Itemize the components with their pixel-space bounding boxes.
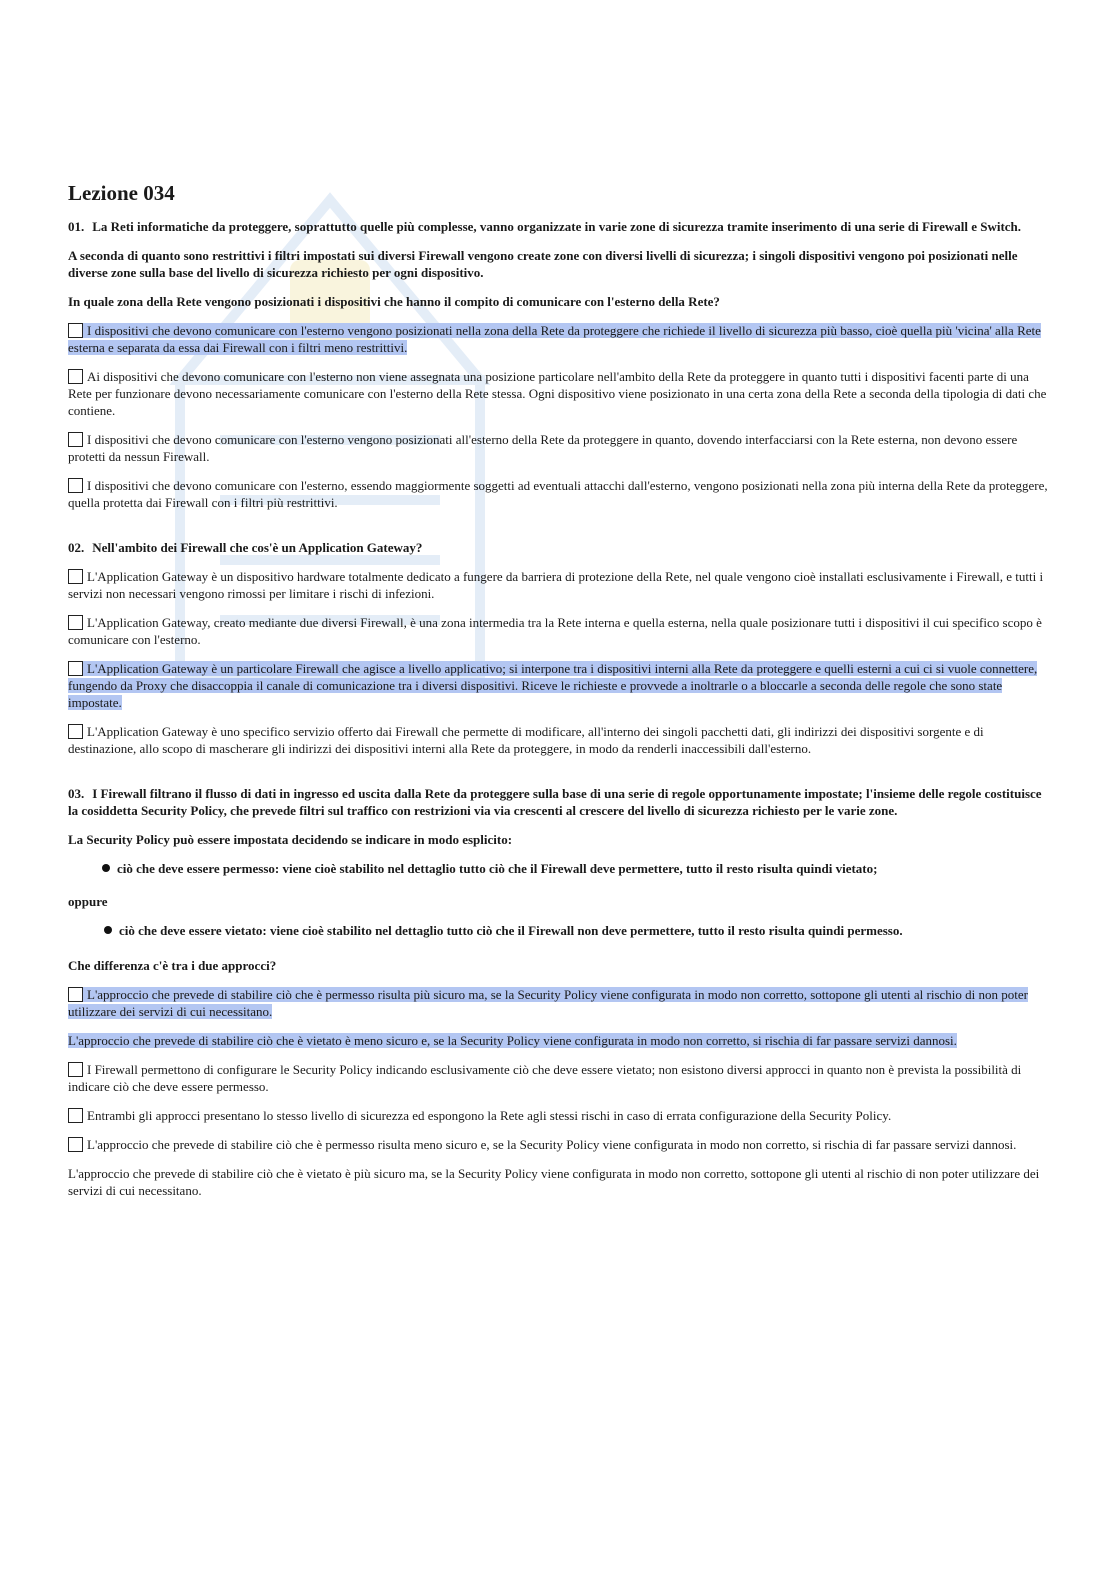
question-03-context: La Security Policy può essere impostata decidendo se indicare in modo esplicito: <box>68 832 513 847</box>
answer-option <box>68 431 1050 465</box>
checkbox-icon[interactable] <box>68 1137 83 1152</box>
checkbox-icon[interactable] <box>68 987 83 1002</box>
question-number: 01. <box>68 219 85 234</box>
checkbox-icon[interactable] <box>68 615 83 630</box>
question-03-prompt: Che differenza c'è tra i due approcci? <box>68 958 277 973</box>
checkbox-icon[interactable] <box>68 1062 83 1077</box>
answer-text: L'Application Gateway è un dispositivo hardware totalmente dedicato a fungere da barriera di protezione della Rete, nel quale vengono cioè installati esclusivamente i Firewall, e tutti i servizi non necessari vengono rimossi per limitare i rischi di infezioni. <box>68 569 1044 601</box>
highlighted-answer <box>68 323 1041 355</box>
answer-text: L'Application Gateway è uno specifico servizio offerto dai Firewall che permette di modificare, all'interno dei singoli pacchetti dati, gli indirizzi dei dispositivi sorgente e di destinazione, allo scopo di mascherare gli indirizzi dei dispositivi interni alla Rete da proteggere, in modo da renderli inaccessibili dall'esterno. <box>68 724 984 756</box>
answer-option <box>68 568 1050 602</box>
highlighted-answer <box>68 661 1037 710</box>
checkbox-icon[interactable] <box>68 432 83 447</box>
question-text: I Firewall filtrano il flusso di dati in ingresso ed uscita dalla Rete da proteggere sulla base di una serie di regole opportunamente impostate; l'insieme delle regole costituisce la cosiddetta Security Policy, che prevede filtri sul traffico con restrizioni via via crescenti al crescere del livello di sicurezza richiesto per le varie zone. <box>68 786 1042 818</box>
answer-option-continuation <box>68 1032 1050 1049</box>
checkbox-icon[interactable] <box>68 323 83 338</box>
answer-option <box>68 1136 1050 1153</box>
question-number: 03. <box>68 786 85 801</box>
checkbox-icon[interactable] <box>68 1108 83 1123</box>
answer-option <box>68 477 1050 511</box>
answer-option <box>68 723 1050 757</box>
document-page <box>68 180 1050 1211</box>
bullet-icon <box>104 926 112 934</box>
answer-option <box>68 1107 1050 1124</box>
page-title: Lezione 034 <box>68 181 175 205</box>
answer-option <box>68 660 1050 711</box>
answer-option <box>68 368 1050 419</box>
answer-text: L'Application Gateway, creato mediante due diversi Firewall, è una zona intermedia tra la Rete interna e quella esterna, nella quale posizionare tutti i dispositivi il cui specifico scopo è comunicare con l'esterno. <box>68 615 1042 647</box>
answer-text: I dispositivi che devono comunicare con l'esterno, essendo maggiormente soggetti ad eventuali attacchi dall'esterno, vengono posizionati nella zona più interna della Rete da proteggere, quella protetta dai Firewall con i filtri più restrittivi. <box>68 478 1048 510</box>
question-01-prompt: In quale zona della Rete vengono posizionati i dispositivi che hanno il compito di comunicare con l'esterno della Rete? <box>68 294 720 309</box>
question-text: Nell'ambito dei Firewall che cos'è un Application Gateway? <box>92 540 423 555</box>
question-01-context: A seconda di quanto sono restrittivi i filtri impostati sui diversi Firewall vengono create zone con diversi livelli di sicurezza; i singoli dispositivi vengono poi posizionati nelle diverse zone sulla base del livello di sicurezza richiesto per ogni dispositivo. <box>68 248 1018 280</box>
answer-text: I dispositivi che devono comunicare con l'esterno vengono posizionati all'esterno della Rete da proteggere in quanto, dovendo interfacciarsi con la Rete esterna, non devono essere protetti da nessun Firewall. <box>68 432 1018 464</box>
oppure-label: oppure <box>68 894 108 909</box>
question-03-intro <box>68 785 1050 819</box>
answer-text: L'Application Gateway è un particolare Firewall che agisce a livello applicativo; si interpone tra i dispositivi interni alla Rete da proteggere e quelli esterni a cui ci si vuole connettere, fungendo da Proxy che disaccoppia il canale di comunicazione tra i diversi dispositivi. Riceve le richieste e provvede a inoltrarle o a bloccarle a seconda delle regole che sono state impostate. <box>68 661 1038 710</box>
bullet-item <box>104 922 1050 939</box>
answer-text: I dispositivi che devono comunicare con l'esterno vengono posizionati nella zona della Rete da proteggere che richiede il livello di sicurezza più basso, cioè quella più 'vicina' alla Rete esterna e separata da essa dai Firewall con i filtri meno restrittivi. <box>68 323 1041 355</box>
checkbox-icon[interactable] <box>68 369 83 384</box>
question-text: La Reti informatiche da proteggere, soprattutto quelle più complesse, vanno organizzate in varie zone di sicurezza tramite inserimento di una serie di Firewall e Switch. <box>92 219 1022 234</box>
checkbox-icon[interactable] <box>68 724 83 739</box>
bullet-icon <box>102 864 110 872</box>
answer-text: I Firewall permettono di configurare le Security Policy indicando esclusivamente ciò che deve essere vietato; non esistono diversi approcci in quanto non è prevista la possibilità di indicare ciò che deve essere permesso. <box>68 1062 1022 1094</box>
question-02-prompt <box>68 539 1050 556</box>
checkbox-icon[interactable] <box>68 569 83 584</box>
answer-text: Entrambi gli approcci presentano lo stesso livello di sicurezza ed espongono la Rete agli stessi rischi in caso di errata configurazione della Security Policy. <box>87 1108 892 1123</box>
answer-text: L'approccio che prevede di stabilire ciò che è permesso risulta più sicuro ma, se la Security Policy viene configurata in modo non corretto, sottopone gli utenti al rischio di non poter utilizzare dei servizi di cui necessitano. <box>68 987 1028 1019</box>
highlighted-answer: L'approccio che prevede di stabilire ciò che è vietato è meno sicuro e, se la Security Policy viene configurata in modo non corretto, si rischia di far passare servizi dannosi. <box>68 1033 957 1048</box>
answer-option <box>68 1061 1050 1095</box>
checkbox-icon[interactable] <box>68 661 83 676</box>
question-01-intro <box>68 218 1050 235</box>
answer-option <box>68 614 1050 648</box>
answer-option <box>68 322 1050 356</box>
bullet-text: ciò che deve essere permesso: viene cioè stabilito nel dettaglio tutto ciò che il Firewall deve permettere, tutto il resto risulta quindi vietato; <box>117 861 878 876</box>
question-number: 02. <box>68 540 85 555</box>
answer-option-continuation: L'approccio che prevede di stabilire ciò che è vietato è più sicuro ma, se la Security Policy viene configurata in modo non corretto, sottopone gli utenti al rischio di non poter utilizzare dei servizi di cui necessitano. <box>68 1166 1040 1198</box>
answer-option <box>68 986 1050 1020</box>
highlighted-answer <box>68 987 1028 1019</box>
bullet-item <box>102 860 1050 877</box>
answer-text: Ai dispositivi che devono comunicare con l'esterno non viene assegnata una posizione particolare nell'ambito della Rete da proteggere in quanto tutti i dispositivi facenti parte di una Rete per funzionare devono necessariamente comunicare con l'esterno della Rete stessa. Ogni dispositivo viene posizionato in una certa zona della Rete a seconda della tipologia di dati che contiene. <box>68 369 1047 418</box>
bullet-text: ciò che deve essere vietato: viene cioè stabilito nel dettaglio tutto ciò che il Firewall non deve permettere, tutto il resto risulta quindi permesso. <box>119 923 903 938</box>
checkbox-icon[interactable] <box>68 478 83 493</box>
answer-text: L'approccio che prevede di stabilire ciò che è permesso risulta meno sicuro e, se la Security Policy viene configurata in modo non corretto, si rischia di far passare servizi dannosi. <box>87 1137 1017 1152</box>
